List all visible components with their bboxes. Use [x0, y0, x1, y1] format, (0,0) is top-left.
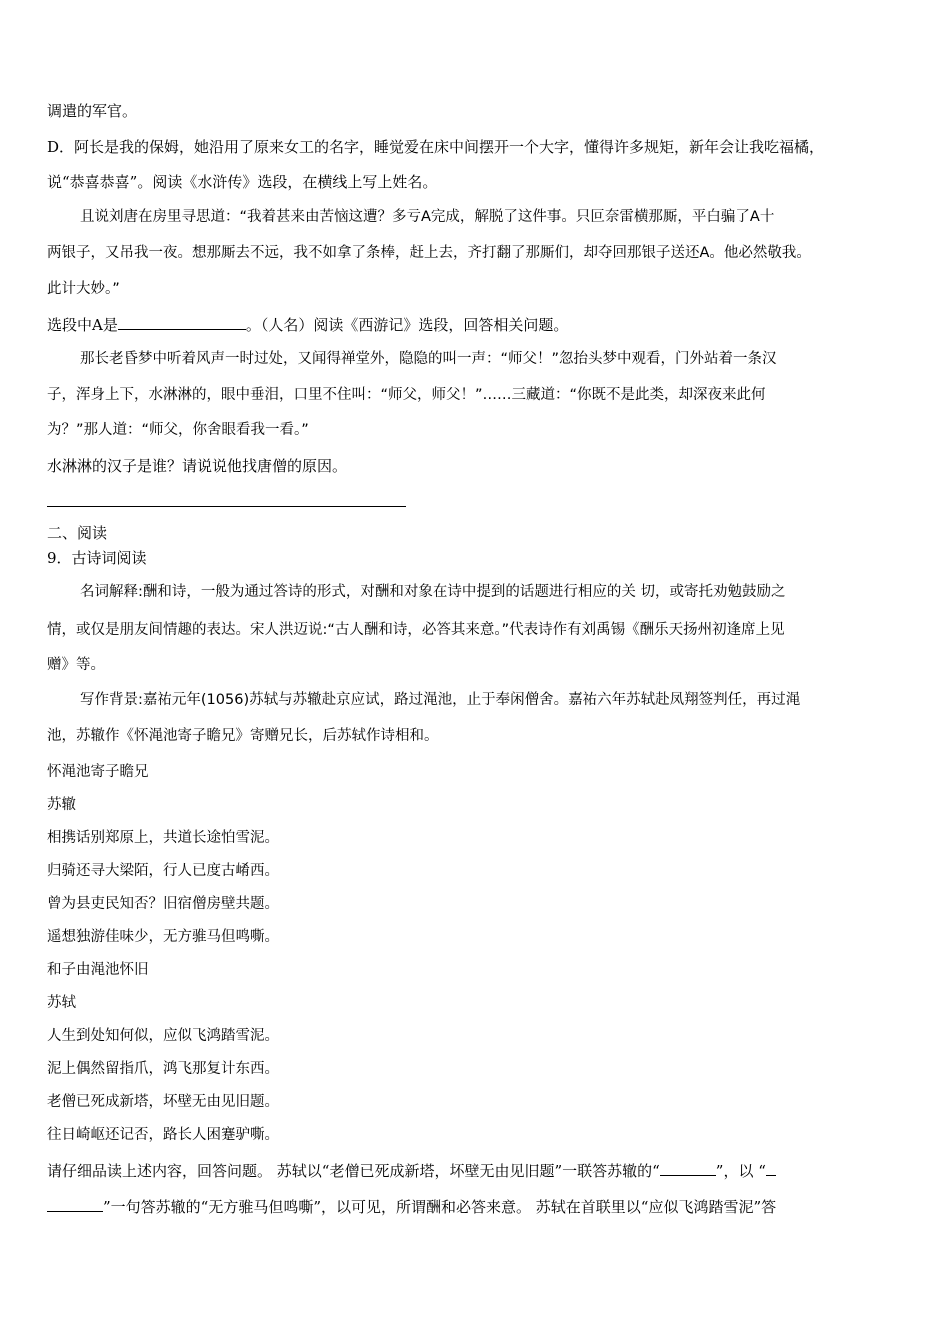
question-a-prefix: 选段中A是 — [47, 316, 118, 334]
background-line: 写作背景:嘉祐元年(1056)苏轼与苏辙赴京应试，路过渑池，止于奉闲僧舍。嘉祐六年苏轼赴凤翔签判任，再过渑 — [80, 692, 801, 708]
poem2-title: 和子由渑池怀旧 — [47, 962, 149, 978]
question-a-line — [47, 314, 913, 335]
answer-line[interactable] — [47, 506, 406, 507]
text-line: 说“恭喜恭喜”。阅读《水浒传》选段，在横线上写上姓名。 — [47, 173, 438, 191]
poem2-line: 老僧已死成新塔，坏壁无由见旧题。 — [47, 1094, 279, 1110]
answer-blank-1[interactable] — [660, 1160, 716, 1176]
shuihu-excerpt-line: 两银子，又吊我一夜。想那厮去不远，我不如拿了条棒，赶上去，齐打翻了那厮们，却夺回那银子送还A。他必然敬我。 — [47, 245, 811, 261]
shuihu-excerpt-line: 且说刘唐在房里寻思道：“我着甚来由苦恼这遭？多亏A完成，解脱了这件事。只叵奈雷横那厮，平白骗了A十 — [80, 209, 775, 225]
definition-line: 赠》等。 — [47, 657, 105, 673]
final-question-text: ”一句答苏辙的“无方骓马但鸣嘶”，以可见，所谓酬和必答来意。 苏轼在首联里以“应似飞鸿踏雪泥”答 — [103, 1198, 777, 1216]
poem1-author: 苏辙 — [47, 797, 76, 813]
question-9-heading: 9．古诗词阅读 — [47, 549, 147, 567]
final-question-line — [47, 1160, 913, 1181]
final-question-text: ”，以 “ — [715, 1162, 766, 1180]
poem2-author: 苏轼 — [47, 995, 76, 1011]
answer-blank-2-start[interactable] — [766, 1160, 776, 1176]
text-line: 调遣的军官。 — [47, 102, 138, 120]
definition-line: 名词解释:酬和诗，一般为通过答诗的形式，对酬和对象在诗中提到的话题进行相应的关 切，或寄托劝勉鼓励之 — [80, 584, 786, 600]
xiyou-excerpt-line: 那长老昏梦中听着风声一时过处，又闻得禅堂外，隐隐的叫一声：“师父！”忽抬头梦中观看，门外站着一条汉 — [80, 351, 777, 367]
poem1-line: 曾为县吏民知否？旧宿僧房壁共题。 — [47, 896, 279, 912]
poem1-title: 怀渑池寄子瞻兄 — [47, 764, 149, 780]
poem1-line: 归骑还寻大梁陌，行人已度古崤西。 — [47, 863, 279, 879]
poem2-line: 泥上偶然留指爪，鸿飞那复计东西。 — [47, 1061, 279, 1077]
poem2-line: 人生到处知何似，应似飞鸿踏雪泥。 — [47, 1028, 279, 1044]
question-a-suffix: 。（人名）阅读《西游记》选段，回答相关问题。 — [245, 316, 569, 334]
final-question-line — [47, 1196, 913, 1217]
shuihu-excerpt-line: 此计大妙。” — [47, 281, 120, 297]
xiyou-excerpt-line: 子，浑身上下，水淋淋的，眼中垂泪，口里不住叫：“师父，师父！”……三藏道：“你既不是此类，却深夜来此何 — [47, 387, 766, 403]
poem1-line: 相携话别郑原上，共道长途怕雪泥。 — [47, 830, 279, 846]
definition-line: 情，或仅是朋友间情趣的表达。宋人洪迈说:“古人酬和诗，必答其来意。”代表诗作有刘禹锡《酬乐天扬州初逢席上见 — [47, 622, 785, 638]
poem1-line: 遥想独游佳味少，无方骓马但鸣嘶。 — [47, 929, 279, 945]
answer-blank-name[interactable] — [118, 314, 246, 330]
xiyou-excerpt-line: 为？”那人道：“师父，你舍眼看我一看。” — [47, 422, 309, 438]
option-d-line: D．阿长是我的保姆，她沿用了原来女工的名字，睡觉爱在床中间摆开一个大字，懂得许多规矩，新年会让我吃福橘， — [47, 138, 825, 156]
background-line: 池，苏辙作《怀渑池寄子瞻兄》寄赠兄长，后苏轼作诗相和。 — [47, 728, 439, 744]
answer-blank-2[interactable] — [47, 1196, 103, 1212]
poem2-line: 往日崎岖还记否，路长人困蹇驴嘶。 — [47, 1127, 279, 1143]
final-question-text: 请仔细品读上述内容，回答问题。 苏轼以“老僧已死成新塔，坏壁无由见旧题”一联答苏辙的“ — [47, 1162, 660, 1180]
xiyou-question: 水淋淋的汉子是谁？请说说他找唐僧的原因。 — [47, 457, 348, 475]
section-heading: 二、阅读 — [47, 524, 108, 542]
